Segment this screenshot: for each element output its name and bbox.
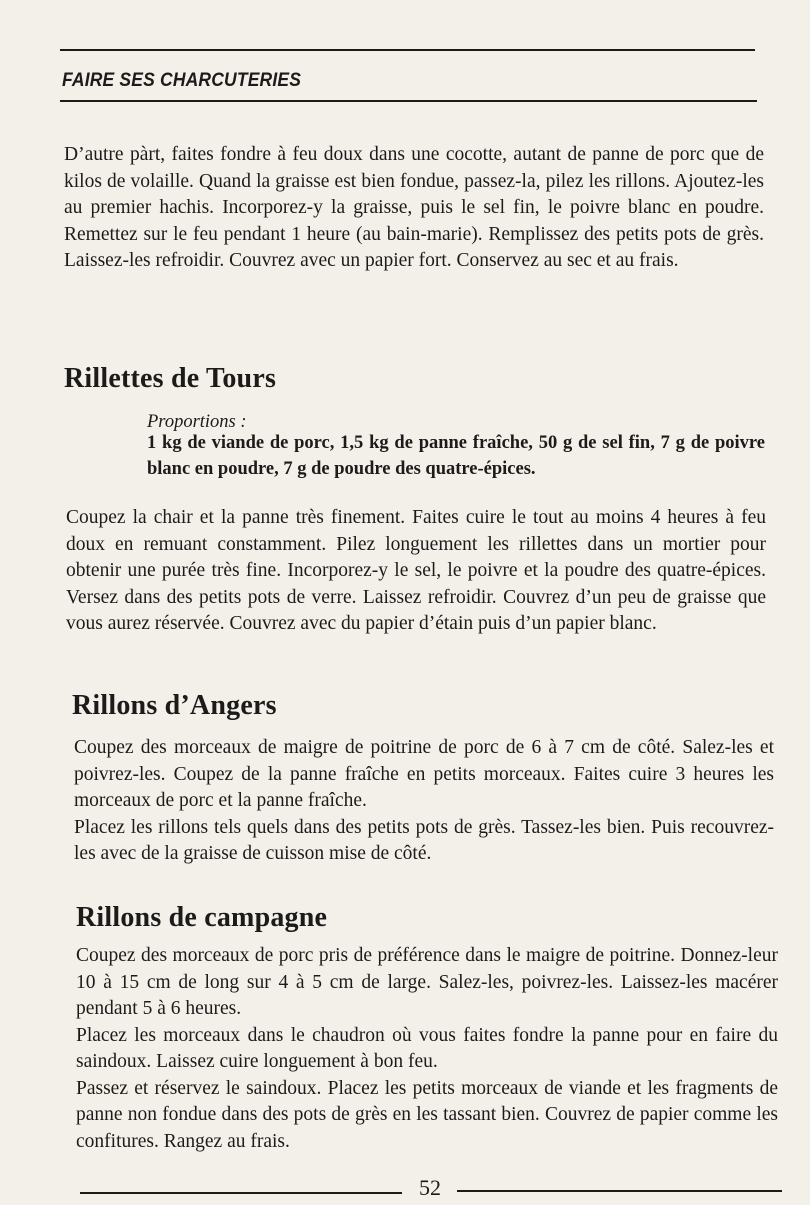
angers-paragraph-2: Placez les rillons tels quels dans des petits pots de grès. Tassez-les bien. Puis recouvrez-les avec de la graisse de cuisson mise de côté. — [74, 816, 774, 864]
rillettes-body-block — [66, 505, 766, 638]
footer-rule-right — [457, 1190, 782, 1192]
angers-paragraph-1: Coupez des morceaux de maigre de poitrine de porc de 6 à 7 cm de côté. Salez-les et poivrez-les. Coupez de la panne fraîche en petits morceaux. Faites cuire 3 heures les morceaux de porc et la panne fraîche. — [74, 737, 774, 811]
header-rule-bottom — [60, 100, 757, 102]
intro-paragraph: D’autre pàrt, faites fondre à feu doux dans une cocotte, autant de panne de porc que de kilos de volaille. Quand la graisse est bien fondue, passez-la, pilez les rillons. Ajoutez-les au premier hachis. Incorporez-y la graisse, puis le sel fin, le poivre blanc en poudre. Remettez sur le feu pendant 1 heure (au bain-marie). Remplissez des petits pots de grès. Laissez-les refroidir. Couvrez avec un papier fort. Conservez au sec et au frais. — [64, 144, 764, 271]
footer-rule-left — [80, 1192, 402, 1194]
campagne-paragraph-2: Placez les morceaux dans le chaudron où vous faites fondre la panne pour en faire du saindoux. Laissez cuire longuement à bon feu. — [76, 1024, 778, 1072]
proportions-text: 1 kg de viande de porc, 1,5 kg de panne fraîche, 50 g de sel fin, 7 g de poivre blanc en poudre, 7 g de poudre des quatre-épices. — [147, 433, 765, 479]
intro-block — [64, 142, 764, 275]
campagne-paragraph-3: Passez et réservez le saindoux. Placez les petits morceaux de viande et les fragments de panne non fondue dans des pots de grès en les tassant bien. Couvrez de papier comme les confitures. Rangez au frais. — [76, 1077, 778, 1152]
rillettes-body: Coupez la chair et la panne très finement. Faites cuire le tout au moins 4 heures à feu doux en remuant constamment. Pilez longuement les rillettes dans un mortier pour obtenir une purée très fine. Incorporez-y le sel, le poivre et la poudre des quatre-épices. Versez dans des petits pots de verre. Laissez refroidir. Couvrez d’un peu de graisse que vous aurez réservée. Couvrez avec du papier d’étain puis d’un papier blanc. — [66, 507, 766, 634]
running-head: FAIRE SES CHARCUTERIES — [62, 70, 302, 91]
page-number: 52 — [419, 1175, 441, 1200]
section-title-rillons-campagne: Rillons de campagne — [76, 902, 328, 933]
angers-body-block — [74, 735, 774, 868]
proportions-label: Proportions : — [147, 412, 247, 432]
campagne-paragraph-1: Coupez des morceaux de porc pris de préférence dans le maigre de poitrine. Donnez-leur 10 à 15 cm de long sur 4 à 5 cm de large. Salez-les, poivrez-les. Laissez-les macérer pendant 5 à 6 heures. — [76, 945, 778, 1019]
section-title-rillons-angers: Rillons d’Angers — [72, 690, 277, 721]
section-title-rillettes-de-tours: Rillettes de Tours — [64, 363, 277, 394]
header-rule-top — [60, 49, 755, 51]
campagne-body-block — [76, 943, 778, 1155]
